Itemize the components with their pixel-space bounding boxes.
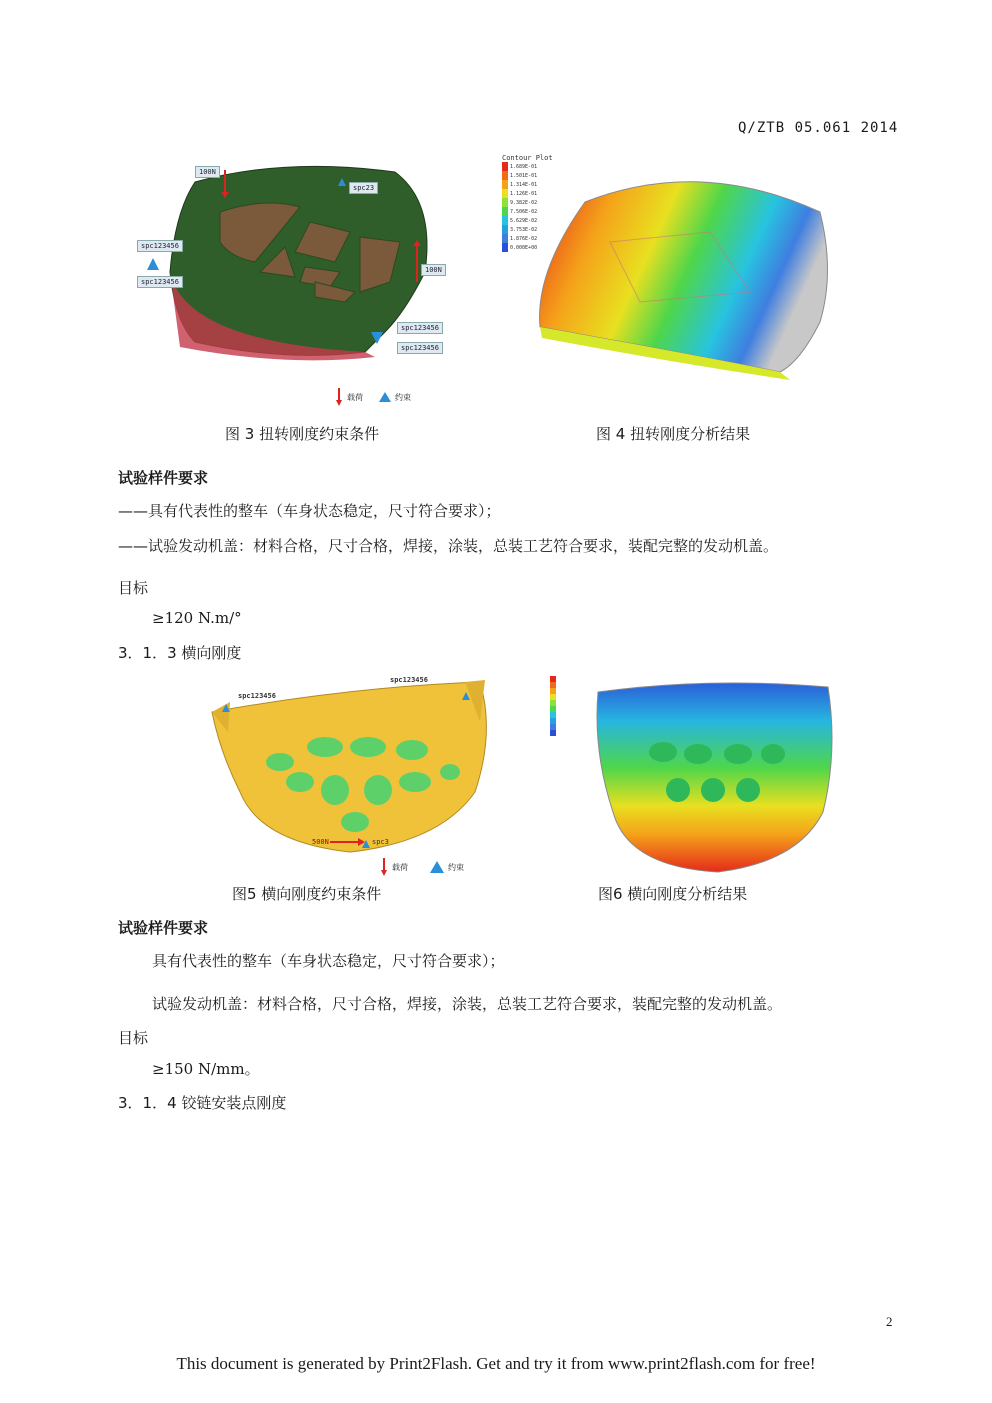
contour-legend-scale-6 xyxy=(550,676,590,736)
contour-legend-swatch xyxy=(502,198,508,207)
spc-label-bottom: spc3 xyxy=(372,838,389,846)
constraint-triangle-icon xyxy=(379,392,391,402)
figure-5-image xyxy=(200,672,510,877)
document-code: Q/ZTB 05.061 2014 xyxy=(738,120,899,136)
contour-legend-swatch xyxy=(502,189,508,198)
contour-legend-swatch xyxy=(502,180,508,189)
page-number: 2 xyxy=(886,1314,893,1329)
spc-label-top: spc23 xyxy=(349,182,378,194)
contour-legend-row xyxy=(502,234,546,243)
contour-legend-swatch xyxy=(502,225,508,234)
section-314-heading: 3．1．4 铰链安装点刚度 xyxy=(118,1094,287,1112)
footer-notice: This document is generated by Print2Flash. Get and try it from www.print2flash.com for free! xyxy=(176,1354,816,1373)
spc-label-left-1: spc123456 xyxy=(137,240,183,252)
figure-4-image xyxy=(500,152,860,412)
section-a-line-2: ——试验发动机盖：材料合格，尺寸合格，焊接，涂装，总装工艺符合要求，装配完整的发动机盖。 xyxy=(118,537,779,555)
contour-legend-row xyxy=(502,162,546,171)
contour-legend-row xyxy=(502,171,546,180)
figure-3-legend xyxy=(335,388,411,406)
contour-legend-row xyxy=(502,189,546,198)
contour-legend-scale xyxy=(502,162,546,252)
contour-legend-swatch xyxy=(502,216,508,225)
section-a-target-label: 目标 xyxy=(118,579,149,597)
section-b-heading: 试验样件要求 xyxy=(118,919,209,937)
spc-label-right: spc123456 xyxy=(390,676,428,684)
load-arrow-icon xyxy=(335,388,343,406)
contour-legend-value: 3.753E-02 xyxy=(510,226,538,233)
contour-legend-value: 0.000E+00 xyxy=(510,244,538,251)
constraint-triangle-icon xyxy=(430,861,444,873)
figure-6-image xyxy=(548,672,848,877)
contour-legend-value: 1.126E-01 xyxy=(510,190,538,197)
load-arrow-icon xyxy=(380,858,388,876)
contour-legend-value: 1.501E-01 xyxy=(510,172,538,179)
contour-legend-row xyxy=(502,207,546,216)
contour-legend-swatch xyxy=(502,234,508,243)
contour-legend-title: Contour Plot xyxy=(502,154,553,162)
figure-3-caption: 图 3 扭转刚度约束条件 xyxy=(225,425,380,443)
legend-constraint-label: 约束 xyxy=(448,862,464,872)
figure-4-caption: 图 4 扭转刚度分析结果 xyxy=(596,425,751,443)
section-b-line-2: 试验发动机盖：材料合格，尺寸合格，焊接，涂装，总装工艺符合要求，装配完整的发动机盖。 xyxy=(152,995,783,1013)
spc-label-left-2: spc123456 xyxy=(137,276,183,288)
spc-label-right-1: spc123456 xyxy=(397,322,443,334)
figure-5-caption: 图5 横向刚度约束条件 xyxy=(232,885,382,903)
section-a-target-value: ≥120 N.m/° xyxy=(152,609,242,627)
spc-label-right-2: spc123456 xyxy=(397,342,443,354)
contour-legend-value: 9.382E-02 xyxy=(510,199,538,206)
hood-mesh-diagram xyxy=(135,152,455,412)
contour-legend-swatch xyxy=(502,207,508,216)
contour-legend-swatch xyxy=(502,162,508,171)
contour-legend-value: 7.506E-02 xyxy=(510,208,538,215)
contour-legend-row xyxy=(502,198,546,207)
contour-legend-value: 1.689E-01 xyxy=(510,163,538,170)
contour-legend-value: 1.876E-02 xyxy=(510,235,538,242)
contour-legend-swatch xyxy=(502,243,508,252)
section-b-line-1: 具有代表性的整车（车身状态稳定，尺寸符合要求）； xyxy=(152,952,505,970)
figure-5-legend xyxy=(380,858,464,876)
section-a-heading: 试验样件要求 xyxy=(118,469,209,487)
hood-lateral-constraint-diagram xyxy=(200,672,510,877)
contour-legend-row xyxy=(502,216,546,225)
contour-legend-swatch xyxy=(502,171,508,180)
spc-label-left: spc123456 xyxy=(238,692,276,700)
section-b-target-value: ≥150 N/mm。 xyxy=(152,1060,260,1078)
contour-legend-row xyxy=(502,225,546,234)
figure-3-image xyxy=(135,152,455,412)
load-label: 500N xyxy=(312,838,329,846)
torsion-contour-plot xyxy=(500,152,860,412)
section-b-target-label: 目标 xyxy=(118,1029,149,1047)
contour-legend-swatch xyxy=(550,730,556,736)
legend-load-label: 载荷 xyxy=(392,862,408,872)
lateral-contour-plot xyxy=(548,672,848,877)
contour-legend-row xyxy=(502,243,546,252)
figure-6-caption: 图6 横向刚度分析结果 xyxy=(598,885,748,903)
contour-legend-value: 1.314E-01 xyxy=(510,181,538,188)
load-label-right: 100N xyxy=(421,264,446,276)
section-313-heading: 3．1．3 横向刚度 xyxy=(118,644,242,662)
contour-legend-value: 5.629E-02 xyxy=(510,217,538,224)
contour-legend-row xyxy=(502,180,546,189)
contour-legend-6 xyxy=(550,676,590,736)
legend-constraint-label: 约束 xyxy=(395,392,411,402)
load-label-top: 100N xyxy=(195,166,220,178)
contour-legend xyxy=(502,154,553,252)
section-a-line-1: ——具有代表性的整车（车身状态稳定，尺寸符合要求）； xyxy=(118,502,501,520)
legend-load-label: 载荷 xyxy=(347,392,363,402)
